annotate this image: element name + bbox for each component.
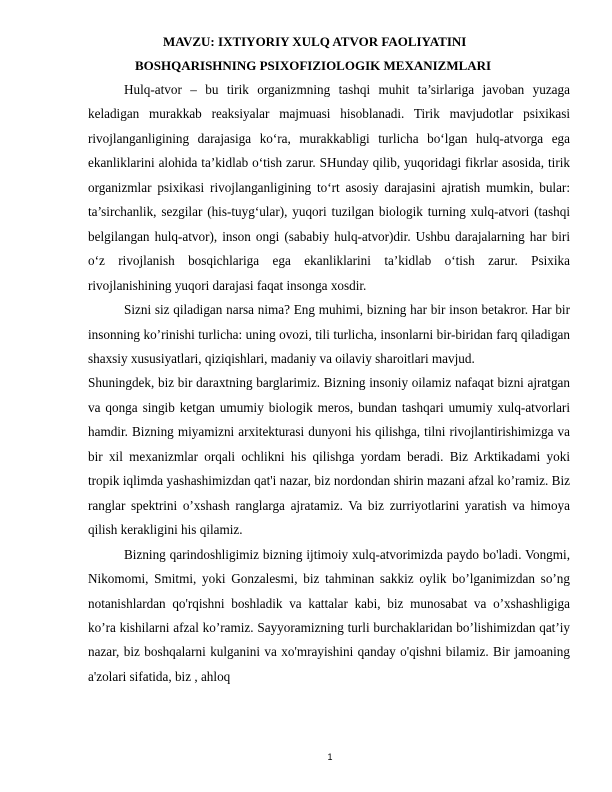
document-body [88,78,570,689]
page-number: 1 [327,752,333,762]
paragraph-uniqueness: Sizni siz qiladigan narsa nima? Eng muhimi, bizning har bir inson betakror. Har bir insonning ko’rinishi turlicha: uning ovozi, tili turlicha, insonlarni bir-biridan farq qiladigan shaxsiy xususiyatlari, qiziqishlari, madaniy va oilaviy sharoitlari mavjud. [88,302,570,366]
paragraph-social-behavior: Bizning qarindoshligimiz bizning ijtimoiy xulq-atvorimizda paydo bo'ladi. Vongmi, Nikomomi, Smitmi, yoki Gonzalesmi, biz tahminan sakkiz oylik bo’lganimizdan so’ng notanishlardan qo'rqishni boshladik va kattalar kabi, biz munosabat va o’xshashligiga ko’ra kishilarni afzal ko’ramiz. Sayyoramizning turli burchaklaridan bo’lishimizdan qat’iy nazar, biz boshqalarni kulganini va xo'mrayishini qanday o'qishni bilamiz. Bir jamoaning a'zolari sifatida, biz , ahloq [88,546,570,684]
paragraph-common-heritage: Shuningdek, biz bir daraxtning barglarimiz. Bizning insoniy oilamiz nafaqat bizni ajratgan va qonga singib ketgan umumiy biologik meros, bundan tashqari umumiy xulq-atvorlari hamdir. Bizning miyamizni arxitekturasi dunyoni his qilishga, tilni rivojlantirishimizga va bir xil mexanizmlar orqali ochlikni his qilishga yordam beradi. Biz Arktikadami yoki tropik iqlimda yashashimizdan qat'i nazar, biz nordondan shirin mazani afzal ko’ramiz. Biz ranglar spektrini o’xshash ranglarga ajratamiz. Va biz zurriyotlarini yaratish va himoya qilish kerakligini his qilamiz. [88,375,570,538]
paragraph-behavior-definition: Hulq-atvor – bu tirik organizmning tashqi muhit ta’sirlariga javoban yuzaga keladigan murakkab reaksiyalar majmuasi hisoblanadi. Tirik mavjudotlar psixikasi rivojlanganligining darajasiga ko‘ra, murakkabligi turlicha bo‘lgan hulq-atvorga ega ekanliklarini alohida ta’kidlab o‘tish zarur. SHunday qilib, yuqoridagi fikrlar asosida, tirik organizmlar psixikasi rivojlanganligining to‘rt asosiy darajasini ajratish mumkin, bular: ta’sirchanlik, sezgilar (his-tuyg‘ular), yuqori tuzilgan biologik turning xulq-atvori (tashqi belgilangan hulq-atvor), inson ongi (sababiy hulq-atvor)dir. Ushbu darajalarning har biri o‘z rivojlanish bosqichlariga ega ekanliklarini ta’kidlab o‘tish zarur. Psixika rivojlanishining yuqori darajasi faqat insonga xosdir. [88,82,570,293]
document-title-line-1: MAVZU: IXTIYORIY XULQ ATVOR FAOLIYATINI [163,34,467,49]
document-title-line-2: BOSHQARISHNING PSIXOFIZIOLOGIK MEXANIZMLARI [135,58,492,73]
